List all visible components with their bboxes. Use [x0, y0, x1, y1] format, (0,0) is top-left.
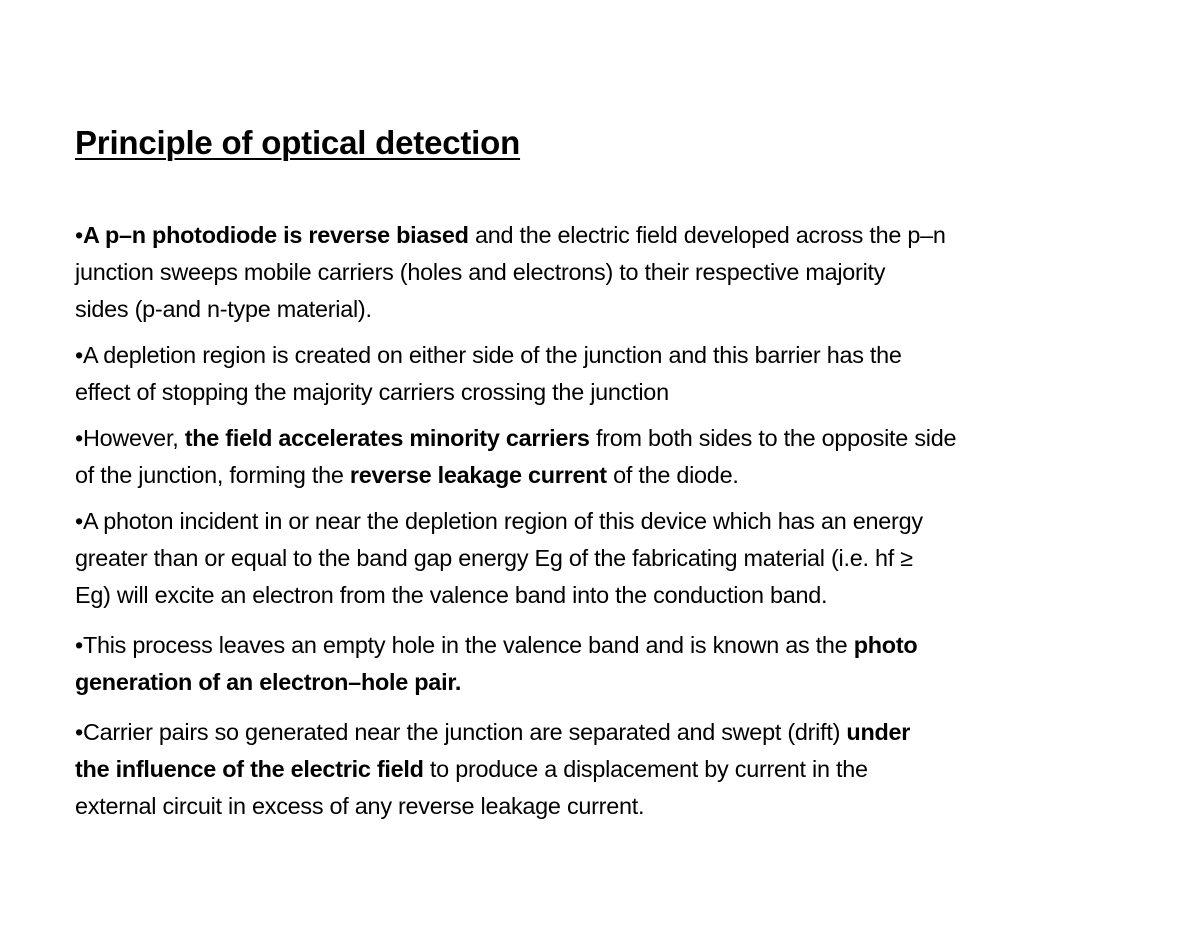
text-run: effect of stopping the majority carriers crossing the junction	[75, 379, 669, 405]
bullet-line	[75, 254, 1150, 291]
bullet-line	[75, 337, 1150, 374]
bullet-line	[75, 503, 1150, 540]
bold-text-run: A p–n photodiode is reverse biased	[82, 222, 469, 248]
bullet-list	[75, 217, 1150, 825]
text-run: •A photon incident in or near the depletion region of this device which has an energy	[75, 508, 923, 534]
bullet-line	[75, 714, 1150, 751]
bullet-line	[75, 540, 1150, 577]
bullet-line	[75, 457, 1150, 494]
bullet-line	[75, 627, 1150, 664]
text-run: external circuit in excess of any reverse leakage current.	[75, 793, 645, 819]
text-run: and the electric field developed across the p–n	[468, 222, 946, 248]
bullet-line	[75, 217, 1150, 254]
bullet-paragraph	[75, 217, 1150, 328]
bullet-line	[75, 374, 1150, 411]
bold-text-run: the influence of the electric field	[75, 756, 424, 782]
text-run: to produce a displacement by current in the	[423, 756, 868, 782]
bold-text-run: reverse leakage current	[349, 462, 607, 488]
bullet-paragraph	[75, 420, 1150, 494]
bold-text-run: under	[846, 719, 911, 745]
text-run: sides (p-and n-type material).	[75, 296, 372, 322]
text-run: •Carrier pairs so generated near the junction are separated and swept (drift)	[75, 719, 847, 745]
text-run: •	[75, 222, 83, 248]
bullet-paragraph	[75, 714, 1150, 825]
text-run: junction sweeps mobile carriers (holes and electrons) to their respective majority	[75, 259, 886, 285]
text-run: greater than or equal to the band gap energy Eg of the fabricating material (i.e. hf ≥	[75, 545, 913, 571]
text-run: •However,	[75, 425, 185, 451]
text-run: of the junction, forming the	[75, 462, 350, 488]
bold-text-run: the field accelerates minority carriers	[184, 425, 590, 451]
text-run: •A depletion region is created on either side of the junction and this barrier has the	[75, 342, 902, 368]
text-run: Eg) will excite an electron from the valence band into the conduction band.	[75, 582, 828, 608]
bullet-line	[75, 577, 1150, 614]
text-run: •This process leaves an empty hole in the valence band and is known as the	[75, 632, 854, 658]
bullet-paragraph	[75, 627, 1150, 701]
bullet-line	[75, 420, 1150, 457]
bullet-line	[75, 788, 1150, 825]
text-run: from both sides to the opposite side	[589, 425, 957, 451]
bold-text-run: photo	[853, 632, 918, 658]
bullet-line	[75, 751, 1150, 788]
bullet-line	[75, 291, 1150, 328]
slide-title: Principle of optical detection	[75, 124, 521, 161]
bullet-paragraph	[75, 503, 1150, 614]
bullet-line	[75, 664, 1150, 701]
bold-text-run: generation of an electron–hole pair.	[75, 669, 462, 695]
text-run: of the diode.	[606, 462, 739, 488]
bullet-paragraph	[75, 337, 1150, 411]
